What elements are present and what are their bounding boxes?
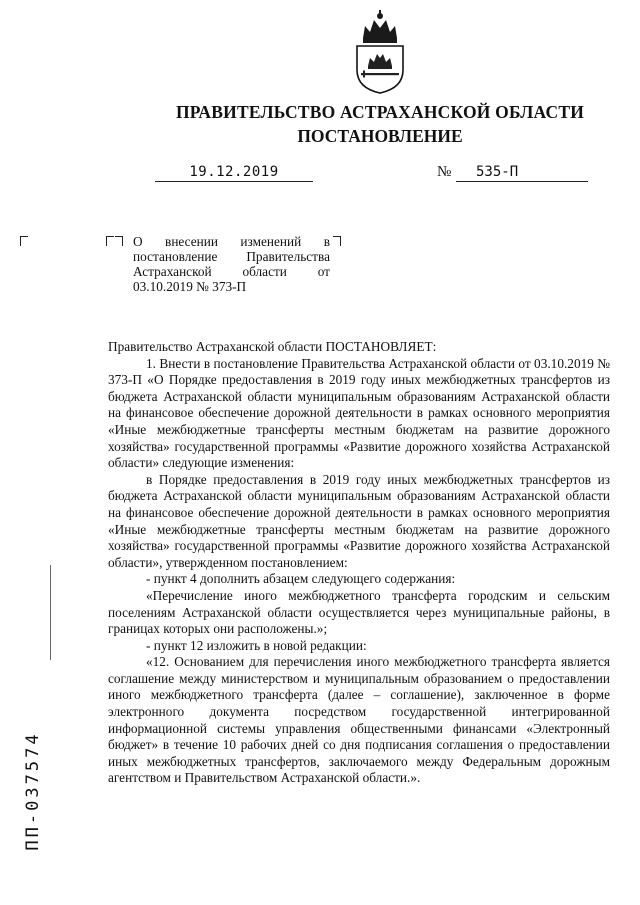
body-paragraph: - пункт 4 дополнить абзацем следующего содержания: bbox=[146, 571, 456, 587]
subject-line: Астраханской области от bbox=[133, 264, 330, 279]
document-type-title: ПОСТАНОВЛЕНИЕ bbox=[297, 126, 463, 146]
body-intro: Правительство Астраханской области ПОСТАНОВЛЯЕТ: bbox=[108, 339, 437, 354]
body-paragraph: «12. Основанием для перечисления иного межбюджетного трансферта является соглашение между министерством и муниципальным образованием о предоставлении иного межбюджетного трансферта (далее – соглашение), заключенное в форме электронного документа посредством государственной интегрированной информационной системы управления общественными финансами «Электронный бюджет» в течение 10 рабочих дней со дня подписания соглашения о предоставлении иных межбюджетных трансфертов, заключаемого между Федеральным дорожным агентством и Правительством Астраханской области.». bbox=[108, 654, 610, 786]
subject-line: 03.10.2019 № 373-П bbox=[133, 279, 247, 294]
side-serial-code bbox=[20, 716, 46, 866]
document-subject bbox=[133, 234, 330, 294]
body-paragraph: «Перечисление иного межбюджетного трансферта городским и сельским поселениям Астраханской области осуществляется через муниципальные районы, в границах которых они расположены.»; bbox=[108, 587, 610, 637]
government-title: ПРАВИТЕЛЬСТВО АСТРАХАНСКОЙ ОБЛАСТИ bbox=[175, 102, 585, 122]
body-paragraph: - пункт 12 изложить в новой редакции: bbox=[146, 637, 367, 653]
subject-corner-mark bbox=[115, 236, 123, 246]
subject-corner-mark bbox=[106, 236, 114, 246]
margin-line bbox=[50, 565, 51, 660]
document-body bbox=[108, 339, 610, 787]
subject-line: О внесении изменений в bbox=[133, 234, 330, 249]
subject-corner-mark bbox=[20, 236, 28, 246]
document-date-field: 19.12.2019 bbox=[155, 164, 313, 182]
body-paragraph: в Порядке предоставления в 2019 году иных межбюджетных трансфертов из бюджета Астраханской области муниципальным образованиям Астраханской области на финансовое обеспечение дорожной деятельности в рамках основного мероприятия «Иные межбюджетные трансферты местным бюджетам на развитие дорожного хозяйства» государственной программы «Развитие дорожного хозяйства Астраханской области», утвержденном постановлением: bbox=[108, 471, 610, 570]
number-sign: № bbox=[437, 164, 452, 180]
subject-line: постановление Правительства bbox=[133, 249, 330, 264]
coat-of-arms-icon bbox=[353, 8, 407, 94]
body-paragraph: 1. Внести в постановление Правительства Астраханской области от 03.10.2019 № 373-П «О Порядке предоставления в 2019 году иных межбюджетных трансфертов из бюджета Астраханской области муниципальным образованиям Астраханской области на финансовое обеспечение дорожной деятельности в рамках основного мероприятия «Иные межбюджетные трансферты местным бюджетам на развитие дорожного хозяйства» государственной программы «Развитие дорожного хозяйства Астраханской области» следующие изменения: bbox=[108, 355, 610, 471]
serial-code-text: ПП-037574 bbox=[23, 731, 43, 851]
document-number-field: 535-П bbox=[456, 164, 588, 182]
subject-corner-mark bbox=[333, 236, 341, 246]
